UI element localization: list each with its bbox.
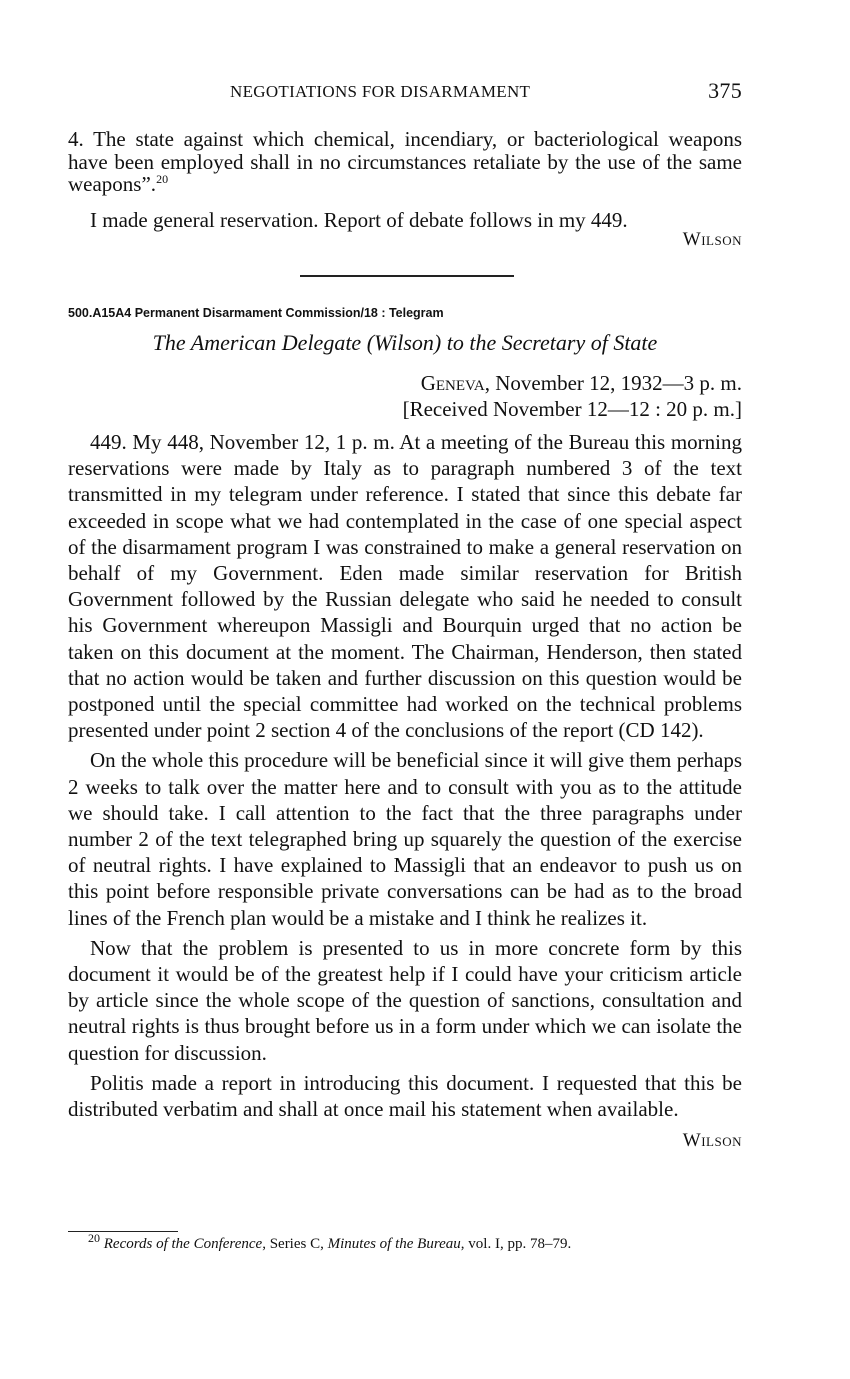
footnote-ref: 20 (156, 172, 169, 186)
footnote-title-2: Minutes of the Bureau (327, 1236, 461, 1252)
footnote: $^{20}$ Records of the Conference, Series C, Minutes of the Bureau, vol. I, pp. 78–79. (88, 1231, 572, 1252)
document-heading: The American Delegate (Wilson) to the Secretary of State (152, 330, 658, 355)
paragraph: Now that the problem is presented to us in more concrete form by this document it would be of the greatest help if I could have your criticism article by article since the whole scope of the question of sanctions, consultation and neutral rights is thus brought before us in a form under which we can isolate the question for discussion. (68, 935, 742, 1065)
signature-wilson-2: Wilson (682, 1130, 742, 1152)
running-head-title: NEGOTIATIONS FOR DISARMAMENT (230, 82, 531, 101)
footnote-number: 20 (88, 1231, 100, 1245)
date-sent: Geneva, November 12, 1932—3 p. m. (420, 371, 742, 395)
page-number: 375 (708, 78, 742, 103)
paragraph: 449. My 448, November 12, 1 p. m. At a meeting of the Bureau this morning reservations were made by Italy as to paragraph numbered 3 of the text transmitted in my telegram under reference. I stated that since this debate far exceeded in scope what we had contemplated in the case of one special aspect of the disarmament program I was constrained to make a general reservation on behalf of my Government. Eden made similar reservation for British Government followed by the Russian delegate who said he needed to consult his Government whereupon Massigli and Bourquin urged that no action be taken on this document at the moment. The Chairman, Henderson, then stated that no action would be taken and further discussion on this question would be postponed until the special committee had worked on the technical problems presented under point 2 section 4 of the conclusions of the report (CD 142). (68, 430, 742, 743)
section-divider (300, 275, 514, 277)
footnote-rule (68, 1231, 178, 1232)
place: Geneva (420, 371, 485, 395)
file-number: 500.A15A4 Permanent Disarmament Commission/18 : Telegram (68, 306, 444, 320)
signature-wilson-1: Wilson (682, 228, 742, 250)
date-received: [Received November 12—12 : 20 p. m.] (402, 397, 742, 421)
footnote-title-1: Records of the Conference (103, 1236, 263, 1252)
telegram-body (68, 429, 742, 1154)
continued-text (68, 128, 742, 253)
point-4: 4. The state against which chemical, incendiary, or bacteriological weapons have been employed shall in no circumstances retaliate by the use of the same weapons”.$^{20}$ (68, 127, 742, 196)
dateline (403, 370, 742, 422)
paragraph: Politis made a report in introducing this document. I requested that this be distributed verbatim and shall at once mail his statement when available. (68, 1070, 742, 1122)
reservation-sentence: I made general reservation. Report of debate follows in my 449. (90, 207, 628, 232)
paragraph: On the whole this procedure will be beneficial since it will give them perhaps 2 weeks to talk over the matter here and to consult with you as to the attitude we should take. I call attention to the fact that the three paragraphs under number 2 of the text telegraphed bring up squarely the question of the exercise of neutral rights. I have explained to Massigli that an endeavor to push us on this point before responsible private conversations can be had as to the broad lines of the French plan would be a mistake and I think he realizes it. (68, 748, 742, 930)
